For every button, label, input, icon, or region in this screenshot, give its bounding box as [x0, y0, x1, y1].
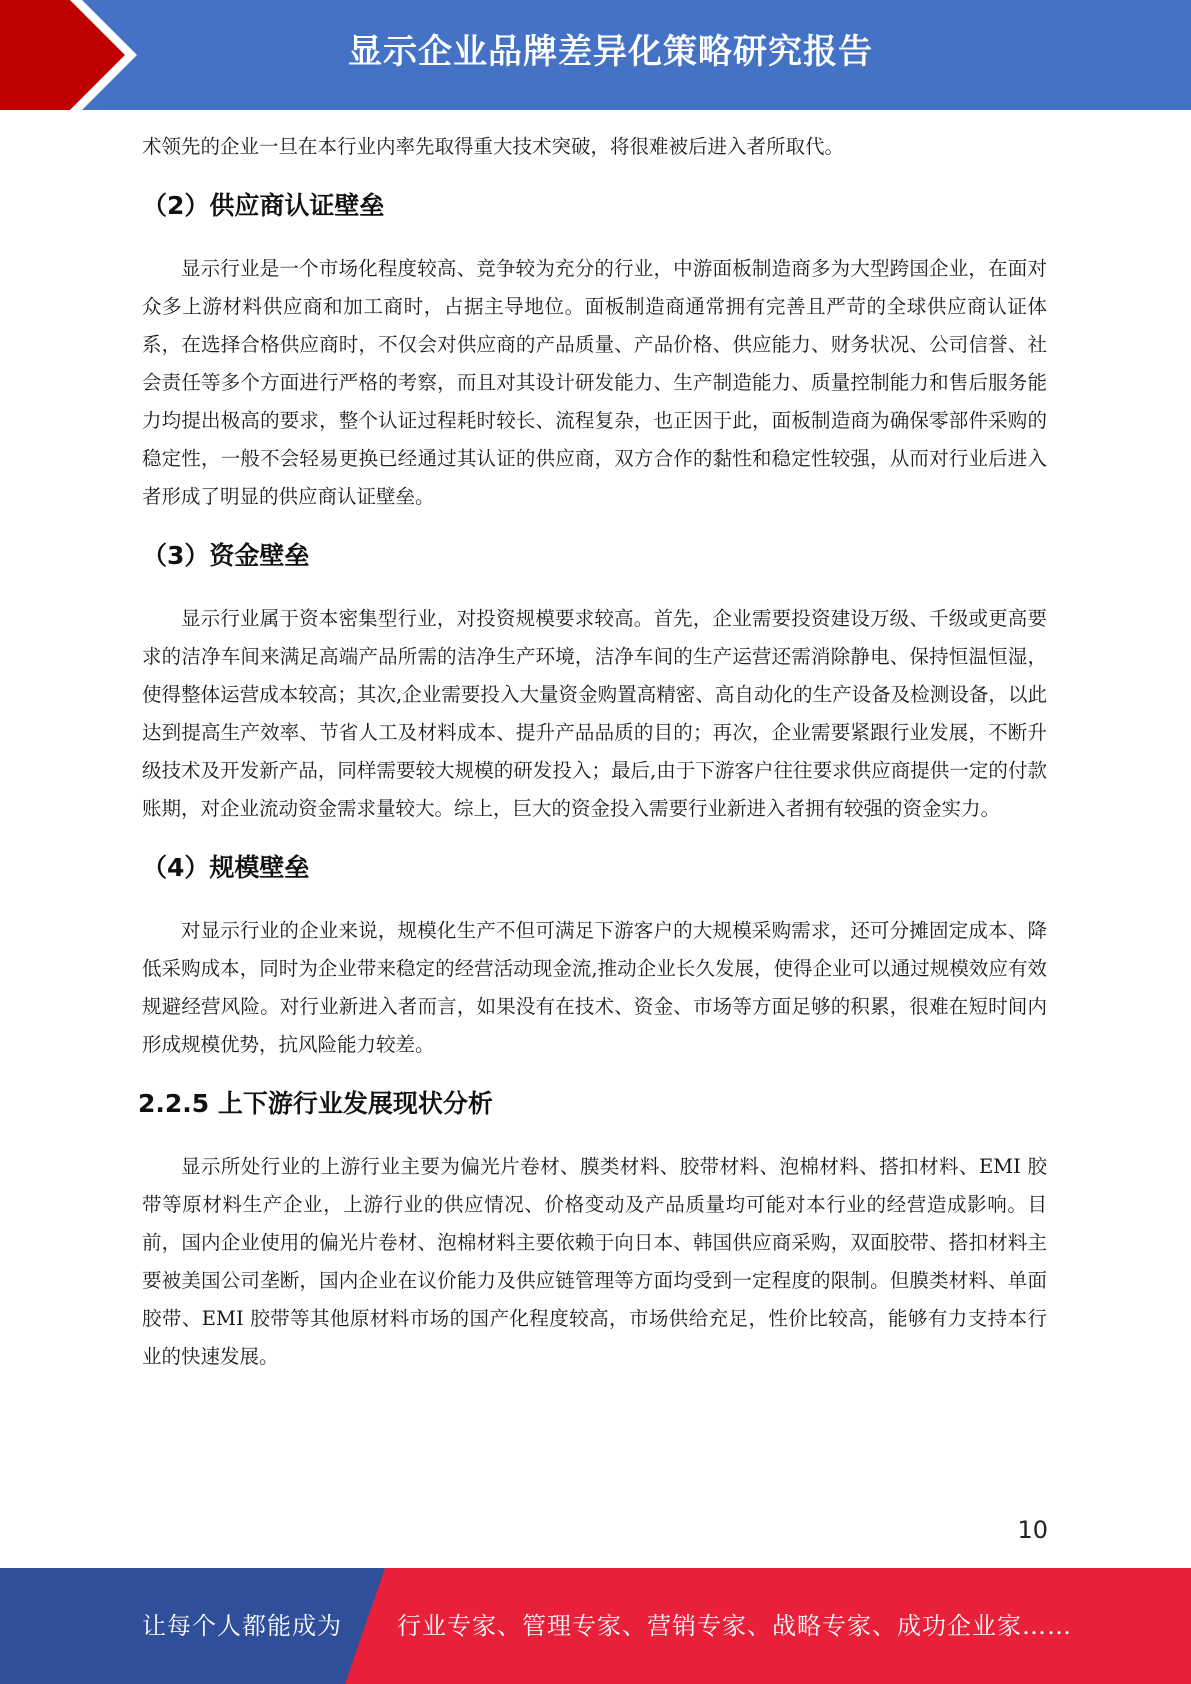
footer-banner: [0, 1568, 1191, 1684]
heading-upstream-analysis: 2.2.5 上下游行业发展现状分析: [138, 1089, 493, 1118]
report-title: 显示企业品牌差异化策略研究报告: [348, 32, 873, 72]
footer-slogan-left: 让每个人都能成为: [142, 1612, 342, 1640]
paragraph-scale-barrier: 对显示行业的企业来说，规模化生产不但可满足下游客户的大规模采购需求，还可分摊固定成本、降低采购成本，同时为企业带来稳定的经营活动现金流,推动企业长久发展，使得企业可以通过规模效应有效规避经营风险。对行业新进入者而言，如果没有在技术、资金、市场等方面足够的积累，很难在短时间内形成规模优势，抗风险能力较差。: [142, 919, 1047, 1056]
paragraph-capital-barrier: 显示行业属于资本密集型行业，对投资规模要求较高。首先，企业需要投资建设万级、千级或更高要求的洁净车间来满足高端产品所需的洁净生产环境，洁净车间的生产运营还需消除静电、保持恒温恒湿，使得整体运营成本较高；其次,企业需要投入大量资金购置高精密、高自动化的生产设备及检测设备，以此达到提高生产效率、节省人工及材料成本、提升产品品质的目的；再次，企业需要紧跟行业发展，不断升级技术及开发新产品，同样需要较大规模的研发投入；最后,由于下游客户往往要求供应商提供一定的付款账期，对企业流动资金需求量较大。综上，巨大的资金投入需要行业新进入者拥有较强的资金实力。: [142, 607, 1047, 820]
heading-scale-barrier: （4）规模壁垒: [142, 853, 310, 882]
page-number: 10: [1017, 1516, 1048, 1544]
paragraph-supplier-barrier: 显示行业是一个市场化程度较高、竞争较为充分的行业，中游面板制造商多为大型跨国企业，在面对众多上游材料供应商和加工商时，占据主导地位。面板制造商通常拥有完善且严苛的全球供应商认证体系，在选择合格供应商时，不仅会对供应商的产品质量、产品价格、供应能力、财务状况、公司信誉、社会责任等多个方面进行严格的考察，而且对其设计研发能力、生产制造能力、质量控制能力和售后服务能力均提出极高的要求，整个认证过程耗时较长、流程复杂，也正因于此，面板制造商为确保零部件采购的稳定性，一般不会轻易更换已经通过其认证的供应商，双方合作的黏性和稳定性较强，从而对行业后进入者形成了明显的供应商认证壁垒。: [142, 257, 1047, 508]
intro-paragraph: 术领先的企业一旦在本行业内率先取得重大技术突破，将很难被后进入者所取代。: [142, 135, 845, 158]
header-banner: [0, 0, 1191, 110]
footer-slogan-right: 行业专家、管理专家、营销专家、战略专家、成功企业家……: [397, 1612, 1072, 1640]
heading-capital-barrier: （3）资金壁垒: [142, 541, 310, 570]
heading-supplier-barrier: （2）供应商认证壁垒: [142, 191, 385, 220]
paragraph-upstream-analysis: 显示所处行业的上游行业主要为偏光片卷材、膜类材料、胶带材料、泡棉材料、搭扣材料、EMI 胶带等原材料生产企业，上游行业的供应情况、价格变动及产品质量均可能对本行业的经营造成影响。目前，国内企业使用的偏光片卷材、泡棉材料主要依赖于向日本、韩国供应商采购，双面胶带、搭扣材料主要被美国公司垄断，国内企业在议价能力及供应链管理等方面均受到一定程度的限制。但膜类材料、单面胶带、EMI 胶带等其他原材料市场的国产化程度较高，市场供给充足，性价比较高，能够有力支持本行业的快速发展。: [142, 1155, 1047, 1368]
document-body: [138, 128, 1047, 1376]
